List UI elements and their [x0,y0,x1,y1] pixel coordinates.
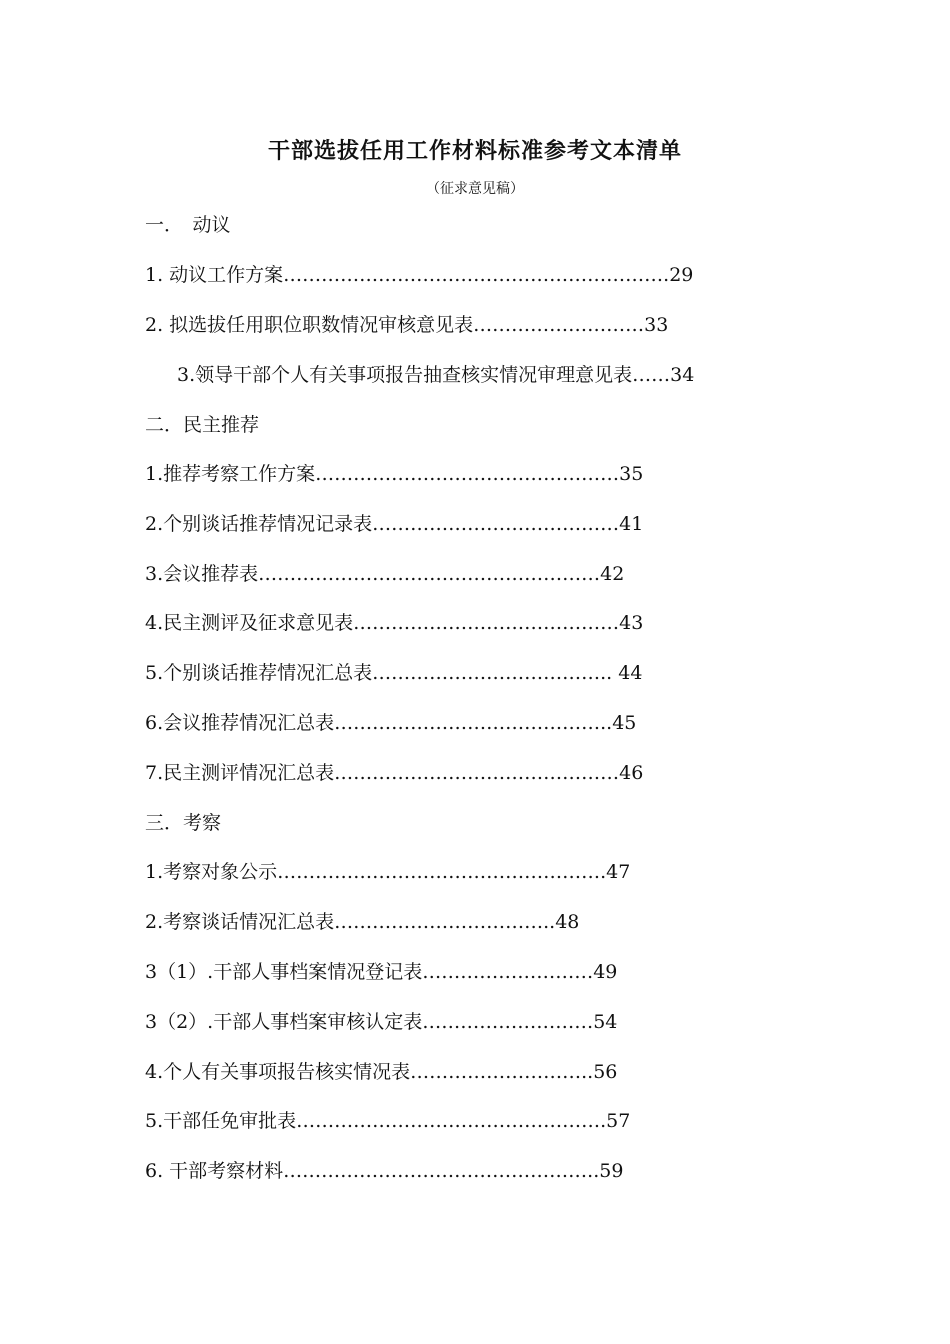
toc-entry: 4.民主测评及征求意见表……………………………………43 [145,612,644,634]
toc-entry: 2.考察谈话情况汇总表……………………………..48 [145,911,580,933]
toc-entry: 3（2）.干部人事档案审核认定表………………………54 [145,1011,618,1033]
toc-entry: 2. 拟选拔任用职位职数情况审核意见表………………………33 [145,314,669,336]
toc-entry: 3.领导干部个人有关事项报告抽查核实情况审理意见表……34 [177,364,695,386]
section-heading-dongyi: 一． 动议 [145,214,231,236]
toc-entry: 5.个别谈话推荐情况汇总表……………………………….. 44 [145,662,643,684]
toc-entry: 6.会议推荐情况汇总表……………………………………..45 [145,712,637,734]
toc-entry: 2.个别谈话推荐情况记录表…………………………………41 [145,513,644,535]
document-title: 干部选拔任用工作材料标准参考文本清单 [267,139,682,164]
section-heading-minzhu-tuijian: 二．民主推荐 [145,414,260,436]
section-heading-kaocha: 三．考察 [145,812,222,834]
toc-entry: 3（1）.干部人事档案情况登记表………………………49 [145,961,618,983]
toc-entry: 1. 动议工作方案…………………………………………………….29 [145,264,694,286]
toc-entry: 1.考察对象公示…………………………………………….47 [145,861,631,883]
toc-entry: 3.会议推荐表………………………………………………42 [145,563,625,585]
toc-entry: 4.个人有关事项报告核实情况表………………………..56 [145,1061,618,1083]
toc-entry: 5.干部任免审批表………………………………………….57 [145,1110,631,1132]
document-subtitle: （征求意见稿） [426,181,524,197]
toc-entry: 1.推荐考察工作方案…………………………………………35 [145,463,644,485]
toc-entry: 7.民主测评情况汇总表………………………………………46 [145,762,644,784]
toc-entry: 6. 干部考察材料…………………………………………..59 [145,1160,624,1182]
